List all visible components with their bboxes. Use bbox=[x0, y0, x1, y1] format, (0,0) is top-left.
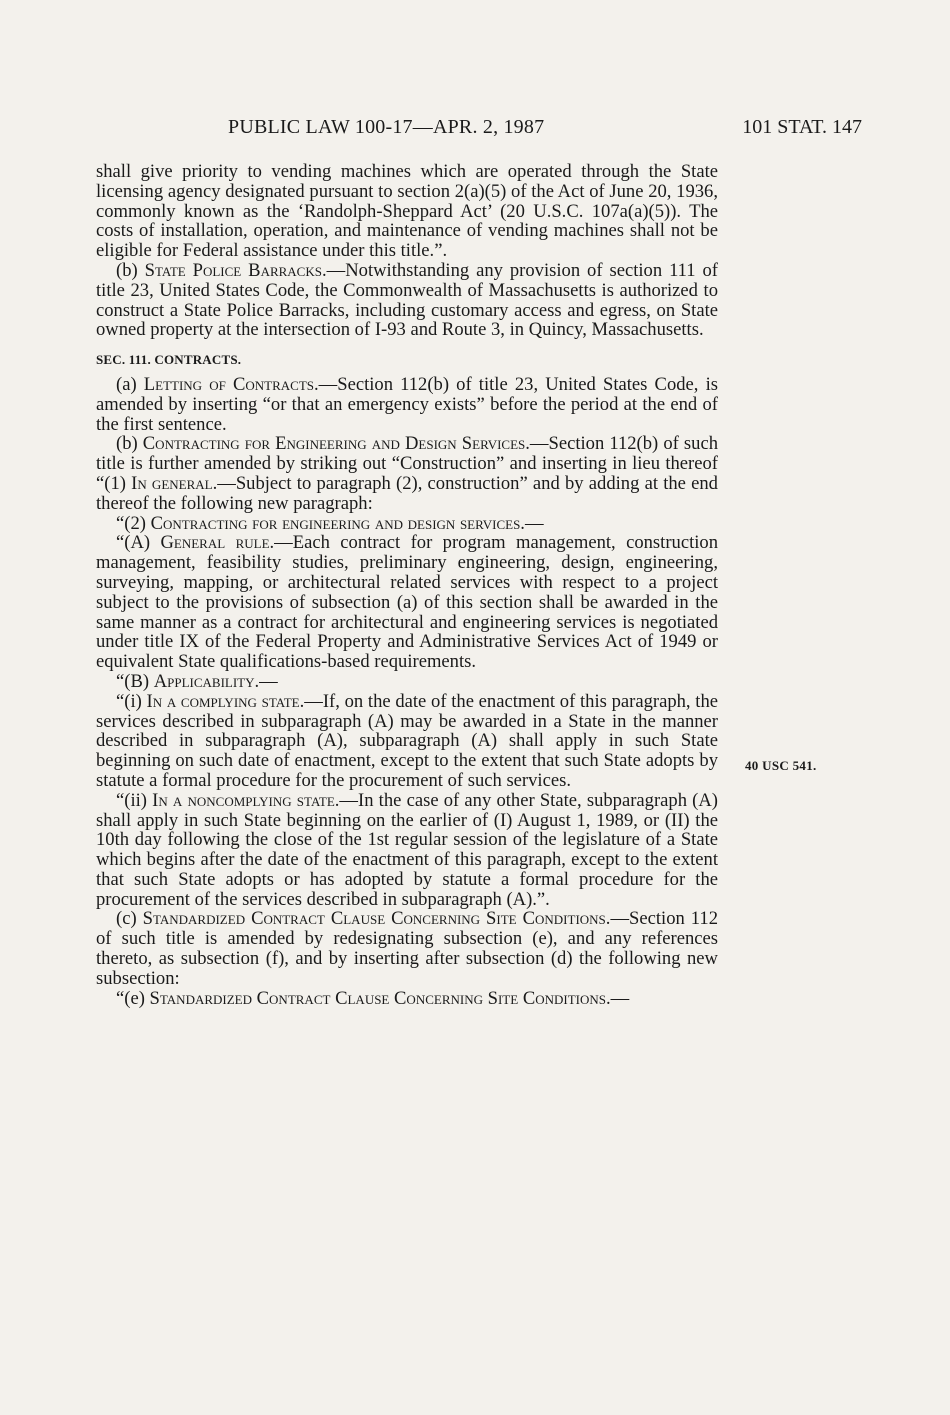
para-label: “(A) bbox=[116, 532, 161, 554]
paragraph-noncomplying-state bbox=[96, 791, 718, 910]
paragraph-contracting-engineering bbox=[96, 434, 718, 513]
para-heading: Standardized Contract Clause Concerning Site Conditions. bbox=[142, 908, 611, 930]
para-label: “(2) bbox=[116, 512, 151, 534]
para-label: “(e) bbox=[116, 987, 150, 1009]
para-text: —Each contract for program management, construction management, feasibility studies, preliminary engineering, design, engineering, surveying, mapping, or architectural related services with respect to a project subject to the provisions of subsection (a) of this section shall be awarded in the same manner as a contract for architectural and engineering services is negotiated under title IX of the Federal Property and Administrative Services Act of 1949 or equivalent State qualifications-based requirements. bbox=[96, 532, 718, 673]
running-head: PUBLIC LAW 100-17—APR. 2, 1987 bbox=[228, 116, 545, 138]
para-heading: Contracting for engineering and design services. bbox=[150, 512, 525, 534]
paragraph-standardized-clause bbox=[96, 909, 718, 988]
para-heading: Contracting for Engineering and Design Services. bbox=[142, 433, 530, 455]
stat-page-number: 101 STAT. 147 bbox=[742, 116, 862, 138]
para-text: —In the case of any other State, subparagraph (A) shall apply in such State beginning on the earlier of (I) August 1, 1989, or (II) the 10th day following the close of the 1st regular session of the legislature of a State which begins after the date of the enactment of this paragraph, except to the extent that such State adopts or has adopted by statute a formal procedure for the procurement of the services described in subparagraph (A).”. bbox=[96, 789, 718, 910]
para-heading: Applicability. bbox=[153, 670, 260, 692]
paragraph-letting-of-contracts bbox=[96, 375, 718, 434]
para-heading: State Police Barracks. bbox=[144, 259, 327, 281]
para-heading: Letting of Contracts. bbox=[143, 373, 319, 395]
para-label: (b) bbox=[116, 259, 145, 281]
para-label: “(i) bbox=[116, 690, 147, 712]
paragraph-subsection-e bbox=[96, 989, 718, 1009]
para-text: —Notwithstanding any provision of section 111 of title 23, United States Code, the Commonwealth of Massachusetts is authorized to construct a State Police Barracks, including customary access and egress, on State owned property at the intersection of I-93 and Route 3, in Quincy, Massachusetts. bbox=[96, 259, 718, 341]
document-body bbox=[96, 162, 718, 1008]
inline-heading: In general. bbox=[131, 472, 218, 494]
margin-citation: 40 USC 541. bbox=[745, 758, 817, 773]
para-label: (c) bbox=[116, 908, 143, 930]
paragraph-applicability bbox=[96, 672, 718, 692]
paragraph-state-police-barracks bbox=[96, 261, 718, 340]
para-label: (b) bbox=[116, 433, 143, 455]
para-text: —Section 112(b) of such title is further amended by striking out “Construction” and inserting in lieu thereof “(1) bbox=[96, 433, 718, 494]
para-heading: In a noncomplying state. bbox=[152, 789, 340, 811]
para-dash: — bbox=[259, 670, 278, 692]
para-heading: General rule. bbox=[160, 532, 275, 554]
para-text: —Section 112(b) of title 23, United States Code, is amended by inserting “or that an emergency exists” before the period at the end of the first sentence. bbox=[96, 373, 718, 435]
para-dash: — bbox=[524, 512, 544, 534]
para-label: “(B) bbox=[116, 670, 154, 692]
paragraph-2-heading bbox=[96, 514, 718, 534]
para-text: —Section 112 of such title is amended by redesignating subsection (e), and any references thereto, as subsection (f), and by inserting after subsection (d) the following new subsection: bbox=[96, 908, 718, 989]
para-heading: Standardized Contract Clause Concerning Site Conditions. bbox=[149, 987, 611, 1009]
para-heading: In a complying state. bbox=[146, 690, 305, 712]
section-heading: SEC. 111. CONTRACTS. bbox=[96, 352, 242, 368]
para-text: —Subject to paragraph (2), construction” and by adding at the end thereof the following new paragraph: bbox=[96, 472, 718, 514]
para-dash: — bbox=[610, 987, 630, 1009]
para-label: “(ii) bbox=[116, 789, 153, 811]
paragraph-complying-state bbox=[96, 692, 718, 791]
para-label: (a) bbox=[116, 373, 144, 395]
paragraph-general-rule bbox=[96, 533, 718, 672]
paragraph-vending: shall give priority to vending machines which are operated through the State licensing agency designated pursuant to section 2(a)(5) of the Act of June 20, 1936, commonly known as the ‘Randolph-Sheppard Act’ (20 U.S.C. 107a(a)(5)). The costs of installation, operation, and maintenance of vending machines shall not be eligible for Federal assistance under this title.”. bbox=[96, 161, 718, 262]
para-text: —If, on the date of the enactment of this paragraph, the services described in subparagraph (A) may be awarded in a State in the manner described in subparagraph (A), subparagraph (A) shall apply in such State beginning on such date of enactment, except to the extent that such State adopts by statute a formal procedure for the procurement of such services. bbox=[96, 690, 718, 791]
